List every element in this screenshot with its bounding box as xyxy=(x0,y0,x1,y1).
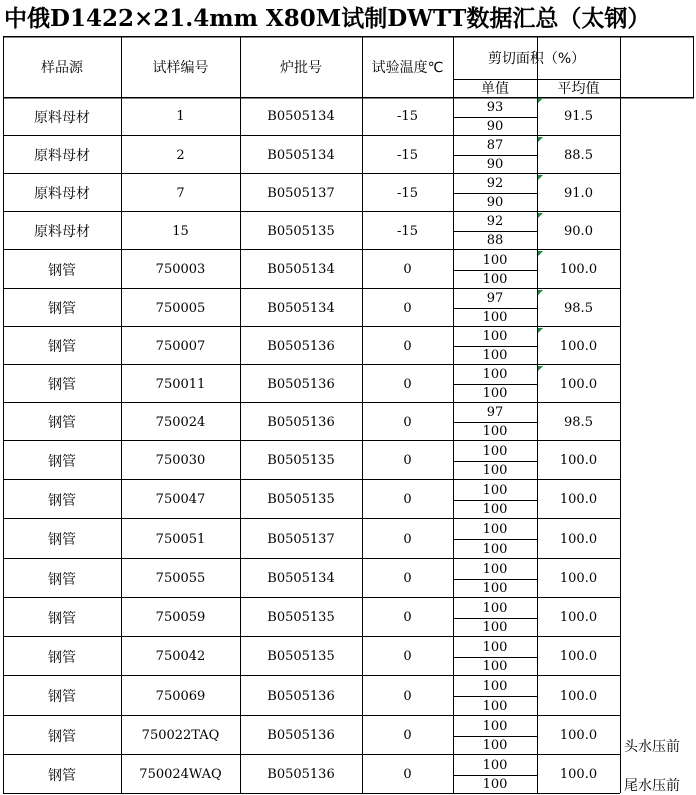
cell-source: 原料母材 xyxy=(34,109,90,126)
cell-single-2: 100 xyxy=(482,659,508,674)
cell-single-2: 100 xyxy=(482,386,508,401)
header-source: 样品源 xyxy=(41,59,83,76)
cell-avg: 100.0 xyxy=(559,492,598,507)
cell-heat-no: B0505135 xyxy=(267,492,335,507)
cell-single-1: 100 xyxy=(482,718,508,734)
cell-sample-no: 7 xyxy=(176,185,185,201)
cell-heat-no: B0505134 xyxy=(267,571,335,586)
cell-temp: 0 xyxy=(403,262,412,277)
cell-avg: 91.0 xyxy=(564,185,593,201)
cell-sample-no: 750047 xyxy=(155,492,206,507)
cell-heat-no: B0505136 xyxy=(267,376,335,392)
cell-single-2: 100 xyxy=(482,348,508,363)
header-avg: 平均值 xyxy=(557,81,600,97)
cell-heat-no: B0505136 xyxy=(267,767,335,782)
cell-heat-no: B0505134 xyxy=(267,262,335,277)
cell-sample-no: 15 xyxy=(172,223,189,239)
cell-temp: 0 xyxy=(403,767,412,782)
cell-single-2: 88 xyxy=(486,233,504,248)
cell-single-1: 100 xyxy=(482,521,508,537)
cell-temp: -15 xyxy=(397,223,418,239)
cell-single-1: 100 xyxy=(482,443,508,459)
cell-avg: 100.0 xyxy=(559,649,598,664)
cell-single-2: 100 xyxy=(482,463,508,478)
cell-single-1: 100 xyxy=(482,367,508,382)
cell-single-1: 100 xyxy=(482,329,508,344)
cell-heat-no: B0505135 xyxy=(267,453,335,468)
cell-avg: 100.0 xyxy=(559,338,598,354)
cell-sample-no: 750005 xyxy=(155,300,206,316)
cell-source: 原料母材 xyxy=(34,224,90,240)
cell-source: 钢管 xyxy=(48,453,76,470)
cell-source: 原料母材 xyxy=(34,148,90,164)
cell-sample-no: 750059 xyxy=(155,610,206,625)
cell-heat-no: B0505137 xyxy=(267,185,335,201)
cell-temp: 0 xyxy=(403,376,412,392)
cell-source: 钢管 xyxy=(48,262,76,279)
cell-single-1: 100 xyxy=(482,252,508,268)
cell-sample-no: 750024 xyxy=(155,414,206,430)
cell-single-1: 87 xyxy=(486,138,504,153)
cell-avg: 100.0 xyxy=(559,688,598,704)
cell-avg: 98.5 xyxy=(564,414,593,430)
cell-sample-no: 750042 xyxy=(155,649,206,664)
cell-source: 原料母材 xyxy=(34,186,90,202)
cell-single-2: 100 xyxy=(482,738,508,753)
cell-avg: 100.0 xyxy=(559,376,598,392)
cell-single-1: 100 xyxy=(482,482,508,498)
cell-sample-no: 750051 xyxy=(155,531,206,547)
cell-heat-no: B0505136 xyxy=(267,688,335,704)
cell-single-1: 100 xyxy=(482,600,508,616)
cell-source: 钢管 xyxy=(48,649,76,666)
cell-source: 钢管 xyxy=(48,689,76,705)
cell-avg: 90.0 xyxy=(564,223,593,239)
cell-note: 尾水压前 xyxy=(624,778,680,794)
cell-source: 钢管 xyxy=(48,339,76,355)
cell-heat-no: B0505134 xyxy=(267,147,335,163)
cell-temp: 0 xyxy=(403,300,412,316)
cell-sample-no: 2 xyxy=(176,147,185,163)
cell-single-1: 100 xyxy=(482,678,508,694)
cell-temp: 0 xyxy=(403,571,412,586)
cell-temp: 0 xyxy=(403,688,412,704)
cell-heat-no: B0505134 xyxy=(267,300,335,316)
cell-heat-no: B0505134 xyxy=(267,109,335,124)
cell-temp: 0 xyxy=(403,338,412,354)
cell-source: 钢管 xyxy=(48,415,76,431)
cell-single-1: 97 xyxy=(486,405,504,420)
cell-single-1: 92 xyxy=(486,176,504,191)
cell-avg: 100.0 xyxy=(559,571,598,586)
cell-temp: -15 xyxy=(397,147,418,163)
header-single: 单值 xyxy=(481,81,509,97)
cell-avg: 100.0 xyxy=(559,728,598,743)
cell-sample-no: 750007 xyxy=(155,338,206,354)
cell-avg: 100.0 xyxy=(559,610,598,625)
cell-heat-no: B0505135 xyxy=(267,610,335,625)
cell-sample-no: 750003 xyxy=(155,262,206,277)
cell-heat-no: B0505136 xyxy=(267,414,335,430)
cell-single-2: 100 xyxy=(482,698,508,714)
cell-temp: -15 xyxy=(397,185,418,201)
cell-sample-no: 750069 xyxy=(155,688,206,704)
cell-sample-no: 750024WAQ xyxy=(139,767,222,782)
cell-single-2: 100 xyxy=(482,541,508,557)
cell-source: 钢管 xyxy=(48,301,76,317)
cell-source: 钢管 xyxy=(48,767,76,784)
cell-single-2: 100 xyxy=(482,424,508,439)
cell-single-1: 100 xyxy=(482,639,508,655)
cell-single-2: 100 xyxy=(482,620,508,635)
cell-heat-no: B0505136 xyxy=(267,338,335,354)
cell-sample-no: 750011 xyxy=(155,376,206,392)
cell-single-1: 100 xyxy=(482,561,508,577)
cell-single-2: 100 xyxy=(482,502,508,517)
cell-temp: 0 xyxy=(403,610,412,625)
header-sample-no: 试样编号 xyxy=(152,59,209,76)
cell-sample-no: 1 xyxy=(176,109,185,124)
cell-avg: 100.0 xyxy=(559,453,598,468)
cell-sample-no: 750022TAQ xyxy=(141,728,220,743)
cell-avg: 88.5 xyxy=(564,147,593,163)
cell-single-2: 90 xyxy=(486,119,504,134)
cell-note: 头水压前 xyxy=(624,739,680,755)
cell-source: 钢管 xyxy=(48,492,76,509)
cell-source: 钢管 xyxy=(48,532,76,548)
cell-single-2: 90 xyxy=(486,157,504,172)
cell-temp: -15 xyxy=(397,109,418,124)
cell-avg: 98.5 xyxy=(564,300,593,316)
cell-avg: 100.0 xyxy=(559,262,598,277)
cell-avg: 100.0 xyxy=(559,531,598,547)
cell-single-1: 92 xyxy=(486,214,504,229)
cell-single-1: 97 xyxy=(486,291,504,306)
cell-heat-no: B0505135 xyxy=(267,649,335,664)
header-heat-no: 炉批号 xyxy=(280,59,322,76)
cell-single-2: 100 xyxy=(482,581,508,596)
cell-single-2: 100 xyxy=(482,777,508,792)
cell-source: 钢管 xyxy=(48,571,76,588)
cell-heat-no: B0505137 xyxy=(267,531,335,547)
header-temp: 试验温度℃ xyxy=(371,59,444,76)
cell-temp: 0 xyxy=(403,492,412,507)
cell-single-2: 100 xyxy=(482,272,508,287)
cell-sample-no: 750030 xyxy=(155,453,206,468)
cell-temp: 0 xyxy=(403,649,412,664)
cell-source: 钢管 xyxy=(48,728,76,745)
cell-single-2: 100 xyxy=(482,310,508,325)
cell-single-1: 100 xyxy=(482,757,508,773)
cell-avg: 100.0 xyxy=(559,767,598,782)
cell-temp: 0 xyxy=(403,531,412,547)
cell-heat-no: B0505135 xyxy=(267,223,335,239)
header-shear-area: 剪切面积（%） xyxy=(487,50,586,67)
cell-temp: 0 xyxy=(403,728,412,743)
cell-source: 钢管 xyxy=(48,377,76,393)
cell-sample-no: 750055 xyxy=(155,571,206,586)
cell-temp: 0 xyxy=(403,453,412,468)
cell-single-1: 93 xyxy=(486,99,504,115)
page-title: 中俄D1422×21.4mm X80M试制DWTT数据汇总（太钢） xyxy=(4,5,651,32)
cell-heat-no: B0505136 xyxy=(267,728,335,743)
cell-temp: 0 xyxy=(403,414,412,430)
cell-avg: 91.5 xyxy=(564,109,593,124)
cell-source: 钢管 xyxy=(48,610,76,627)
cell-single-2: 90 xyxy=(486,195,504,210)
